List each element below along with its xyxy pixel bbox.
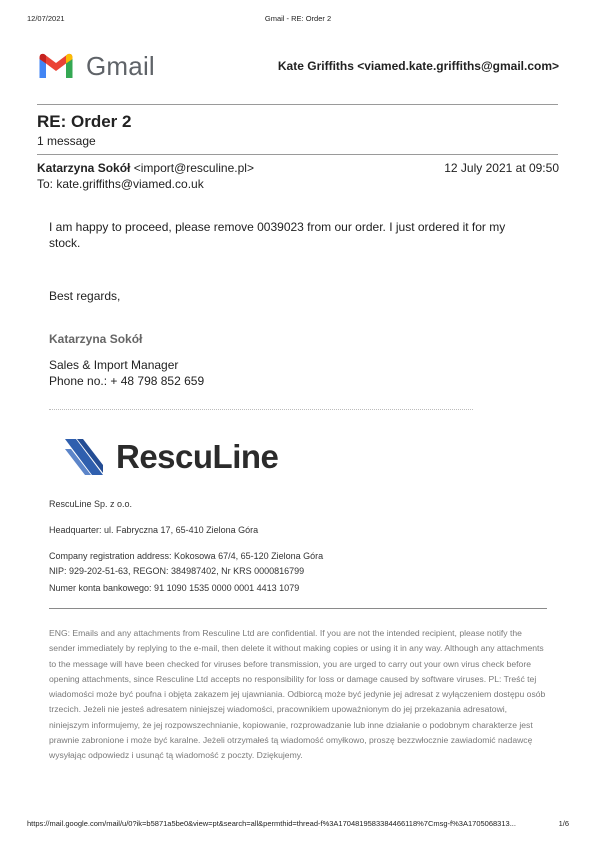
print-url: https://mail.google.com/mail/u/0?ik=b5871a5be0&view=pt&search=all&permthid=thread-f%3A1704819583384466118%7Cmsg-f%3A1705068313... xyxy=(27,819,516,828)
sender[interactable] xyxy=(37,161,254,175)
gmail-logo[interactable] xyxy=(37,52,167,82)
sender-name: Katarzyna Sokół xyxy=(37,161,131,175)
signature-phone: Phone no.: + 48 798 852 659 xyxy=(49,374,205,388)
print-date: 12/07/2021 xyxy=(27,14,65,23)
message-count: 1 message xyxy=(37,134,96,148)
sender-email: <import@resculine.pl> xyxy=(133,161,254,175)
body-line-2: stock. xyxy=(49,236,81,250)
company-ids: NIP: 929-202-51-63, REGON: 384987402, Nr KRS 0000816799 xyxy=(49,566,305,576)
body-line-1: I am happy to proceed, please remove 0039023 from our order. I just ordered it for my xyxy=(49,220,506,234)
signature-name: Katarzyna Sokół xyxy=(49,332,143,346)
header-divider xyxy=(37,104,558,105)
company-name: RescuLine Sp. z o.o. xyxy=(49,499,133,509)
recipient-line: To: kate.griffiths@viamed.co.uk xyxy=(37,177,204,191)
account-label: Kate Griffiths <viamed.kate.griffiths@gmail.com> xyxy=(277,59,559,73)
company-bank: Numer konta bankowego: 91 1090 1535 0000 0001 4413 1079 xyxy=(49,583,300,593)
gmail-wordmark: Gmail xyxy=(86,51,155,81)
page-number: 1/6 xyxy=(558,819,569,828)
resculine-mark-icon xyxy=(63,437,105,477)
confidentiality-disclaimer: ENG: Emails and any attachments from Resculine Ltd are confidential. If you are not the intended recipient, please notify the sender immediately by replying to the e-mail, then delete it without making copies or using it in any way. Although any attachments to the message will have been checked for viruses before transmission, you are urged to carry out your own virus check before opening attachments, since Resculine Ltd accepts no responsibility for loss or damage caused by software viruses. PL: Treść tej wiadomości może być poufna i objęta zakazem jej ujawniania. Odbiorcą może być jedynie jej adresat z wyłączeniem dostępu osób trzecich. Jeżeli nie jesteś adresatem niniejszej wiadomości, pracownikiem upoważnionym do jej przekazania adresatowi, niniejszym informujemy, że jej rozpowszechnianie, kopiowanie, rozprowadzanie lub inne działanie o podobnym charakterze jest prawnie zabronione i może być karalne. Jeżeli otrzymałeś tą wiadomość omyłkowo, proszę bezzwłocznie zawiadomić nadawcę wysyłając odpowiedz i usunąć tą wiadomość z poczty. Dziękujemy. xyxy=(49,628,546,761)
resculine-wordmark: RescuLine xyxy=(116,438,279,475)
disclaimer-divider xyxy=(49,608,547,609)
print-title: Gmail - RE: Order 2 xyxy=(264,14,332,23)
subject-divider xyxy=(37,154,558,155)
company-hq: Headquarter: ul. Fabryczna 17, 65-410 Zielona Góra xyxy=(49,525,259,535)
thread-subject: RE: Order 2 xyxy=(37,112,132,131)
gmail-m-icon xyxy=(37,52,75,80)
signature-title: Sales & Import Manager xyxy=(49,358,179,372)
signature-separator xyxy=(49,409,473,410)
company-reg-address: Company registration address: Kokosowa 67/4, 65-120 Zielona Góra xyxy=(49,551,324,561)
greeting: Best regards, xyxy=(49,289,121,303)
resculine-logo xyxy=(63,435,303,479)
message-timestamp: 12 July 2021 at 09:50 xyxy=(444,161,559,175)
